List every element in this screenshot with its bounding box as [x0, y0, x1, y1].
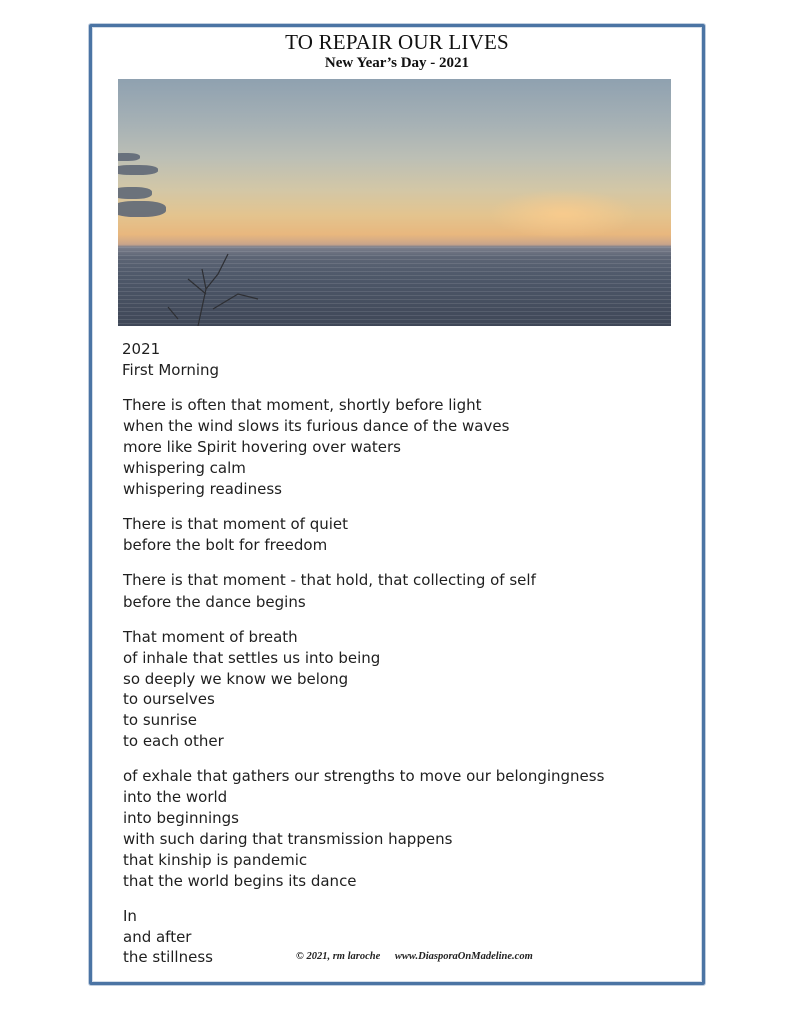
- poem-line: to ourselves: [123, 690, 215, 708]
- poem-line: There is that moment of quiet: [123, 515, 349, 533]
- footer-credit: [296, 951, 533, 962]
- poem-line: that kinship is pandemic: [123, 851, 308, 869]
- poem-subheading: First Morning: [122, 361, 220, 379]
- poem-line: so deeply we know we belong: [123, 670, 349, 688]
- poem-line: and after: [123, 928, 192, 946]
- poem-title: TO REPAIR OUR LIVES: [285, 30, 509, 54]
- poem-line: more like Spirit hovering over waters: [123, 438, 401, 456]
- poem-line: with such daring that transmission happens: [123, 830, 453, 848]
- poem-line: that the world begins its dance: [123, 872, 357, 890]
- branch-silhouette: [118, 79, 671, 326]
- poem-line: when the wind slows its furious dance of the waves: [123, 417, 510, 435]
- poem-line: whispering readiness: [123, 480, 282, 498]
- poem-line: into beginnings: [123, 809, 239, 827]
- poem-line: That moment of breath: [123, 628, 298, 646]
- poem-line: to sunrise: [123, 711, 198, 729]
- poem-line: before the bolt for freedom: [123, 536, 328, 554]
- poem-line: to each other: [123, 732, 224, 750]
- poem-year: 2021: [122, 340, 161, 358]
- poem-line: of inhale that settles us into being: [123, 649, 381, 667]
- poem-line: There is that moment - that hold, that collecting of self: [123, 571, 536, 589]
- poem-line: In: [123, 907, 137, 925]
- poem-line: into the world: [123, 788, 228, 806]
- poem-line: the stillness: [123, 948, 213, 966]
- copyright-text: © 2021, rm laroche: [296, 951, 381, 962]
- poem-line: before the dance begins: [123, 593, 306, 611]
- poem-line: whispering calm: [123, 459, 246, 477]
- website-text: www.DiasporaOnMadeline.com: [394, 951, 533, 962]
- poem-line: There is often that moment, shortly before light: [123, 396, 482, 414]
- poem-subtitle: New Year’s Day - 2021: [324, 55, 470, 71]
- poem-line: of exhale that gathers our strengths to move our belongingness: [123, 767, 605, 785]
- sunrise-photo: [118, 79, 671, 326]
